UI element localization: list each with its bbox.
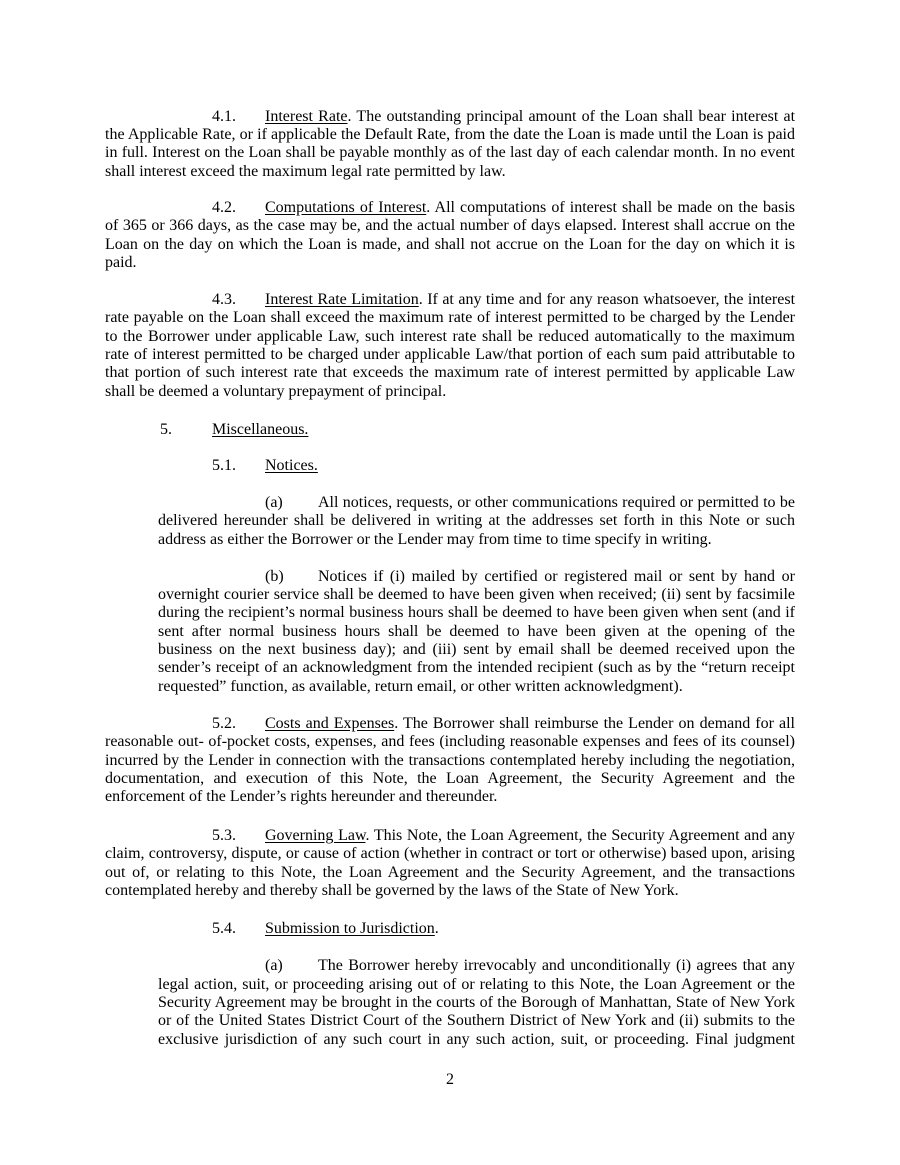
paragraph-line: overnight courier service shall be deemed to have been given when received; (ii) sent by facsimile xyxy=(158,586,795,603)
paragraph-line: in full. Interest on the Loan shall be payable monthly as of the last day of each calendar month. In no event xyxy=(105,144,795,161)
paragraph-line: shall be deemed a voluntary prepayment of principal. xyxy=(105,383,447,400)
paragraph-line: incurred by the Lender in connection with the transactions contemplated hereby including the negotiation, xyxy=(105,752,795,769)
paragraph-text: . The Borrower shall reimburse the Lender on demand for all xyxy=(394,715,795,732)
section-heading: Submission to Jurisdiction xyxy=(265,920,435,937)
paragraph-text: The Borrower hereby irrevocably and unconditionally (i) agrees that any xyxy=(318,957,795,974)
paragraph-line: rate of interest permitted to be charged under applicable Law/that portion of each sum paid attributable to xyxy=(105,346,795,363)
paragraph-line: reasonable out- of-pocket costs, expenses, and fees (including reasonable expenses and fees of its counsel) xyxy=(105,733,795,750)
paragraph-line: business on the next business day); and (iii) sent by email shall be deemed received upon the xyxy=(158,641,795,658)
paragraph-text: All notices, requests, or other communications required or permitted to be xyxy=(318,494,795,511)
paragraph-line: enforcement of the Lender’s rights hereunder and thereunder. xyxy=(105,788,498,805)
paragraph-line: the Applicable Rate, or if applicable the Default Rate, from the date the Loan is made until the Loan is paid xyxy=(105,126,795,143)
paragraph-line: during the recipient’s normal business hours shall be deemed to have been given when sent (and if xyxy=(158,604,795,621)
section-number: 5.4. xyxy=(212,920,236,937)
paragraph-first-line xyxy=(265,714,795,734)
section-number: 4.2. xyxy=(212,199,236,216)
paragraph-line: out of, or relating to this Note, the Loan Agreement and the Security Agreement, and the transactions xyxy=(105,864,795,881)
section-number: 5.3. xyxy=(212,827,236,844)
paragraph-line: sender’s receipt of an acknowledgment from the intended recipient (such as by the “return receipt xyxy=(158,659,795,676)
paragraph-first-line xyxy=(318,567,795,587)
paragraph-line: delivered hereunder shall be delivered in writing at the addresses set forth in this Note or such xyxy=(158,512,795,529)
paragraph-line: that portion of such interest rate that exceeds the maximum rate of interest permitted by applicable Law xyxy=(105,364,795,381)
paragraph-line: claim, controversy, dispute, or cause of action (whether in contract or tort or otherwise) based upon, arising xyxy=(105,845,795,862)
paragraph-line: Loan on the day on which the Loan is made, and shall not accrue on the Loan for the day on which it is xyxy=(105,236,795,253)
section-number: (b) xyxy=(265,568,284,585)
section-heading: Costs and Expenses xyxy=(265,715,395,732)
section-number: 5.1. xyxy=(212,457,236,474)
paragraph-line: contemplated hereby and thereby shall be governed by the laws of the State of New York. xyxy=(105,882,679,899)
paragraph-text: Notices if (i) mailed by certified or registered mail or sent by hand or xyxy=(318,568,795,585)
paragraph-first-line xyxy=(265,198,795,218)
paragraph-line: shall interest exceed the maximum legal rate permitted by law. xyxy=(105,163,506,180)
paragraph-line: Security Agreement may be brought in the courts of the Borough of Manhattan, State of New York xyxy=(158,994,795,1011)
paragraph-text: . The outstanding principal amount of the Loan shall bear interest at xyxy=(347,108,795,125)
paragraph-first-line xyxy=(265,826,795,846)
paragraph-text: . If at any time and for any reason whatsoever, the interest xyxy=(418,291,795,308)
paragraph-line: sent after normal business hours shall be deemed to have been given at the opening of the xyxy=(158,623,795,640)
section-number: (a) xyxy=(265,494,283,511)
section-heading: Computations of Interest xyxy=(265,199,427,216)
section-number: 5. xyxy=(160,421,172,438)
paragraph-line: of 365 or 366 days, as the case may be, and the actual number of days elapsed. Interest shall accrue on the xyxy=(105,217,795,234)
paragraph-text: . xyxy=(434,920,439,937)
page-number: 2 xyxy=(446,1071,454,1088)
paragraph-line: rate payable on the Loan shall exceed the maximum rate of interest permitted to be charged by the Lender xyxy=(105,309,795,326)
section-number: 5.2. xyxy=(212,715,236,732)
section-heading: Notices. xyxy=(265,457,318,474)
paragraph-line: documentation, and execution of this Note, the Loan Agreement, the Security Agreement and the xyxy=(105,770,795,787)
paragraph-line: exclusive jurisdiction of any such court in any such action, suit, or proceeding. Final judgment xyxy=(158,1031,795,1048)
paragraph-line: to the Borrower under applicable Law, such interest rate shall be reduced automatically to the maximum xyxy=(105,328,795,345)
paragraph-line: legal action, suit, or proceeding arising out of or relating to this Note, the Loan Agreement or the xyxy=(158,976,795,993)
section-number: (a) xyxy=(265,957,283,974)
section-heading: Interest Rate Limitation xyxy=(265,291,419,308)
paragraph-first-line xyxy=(265,107,795,127)
paragraph-first-line xyxy=(318,956,795,976)
section-heading: Miscellaneous. xyxy=(212,421,309,438)
section-number: 4.3. xyxy=(212,291,236,308)
paragraph-text: . This Note, the Loan Agreement, the Security Agreement and any xyxy=(365,827,795,844)
paragraph-first-line xyxy=(265,290,795,310)
paragraph-text: . All computations of interest shall be made on the basis xyxy=(426,199,795,216)
paragraph-first-line xyxy=(212,420,308,440)
section-heading: Governing Law xyxy=(265,827,366,844)
section-heading: Interest Rate xyxy=(265,108,348,125)
paragraph-line: address as either the Borrower or the Lender may from time to time specify in writing. xyxy=(158,531,712,548)
paragraph-first-line xyxy=(318,493,795,513)
paragraph-first-line xyxy=(265,919,439,939)
paragraph-line: requested” function, as available, return email, or other written acknowledgment). xyxy=(158,678,683,695)
section-number: 4.1. xyxy=(212,108,236,125)
paragraph-line: paid. xyxy=(105,254,137,271)
paragraph-first-line xyxy=(265,456,318,476)
paragraph-line: or of the United States District Court of the Southern District of New York and (ii) submits to the xyxy=(158,1012,795,1029)
